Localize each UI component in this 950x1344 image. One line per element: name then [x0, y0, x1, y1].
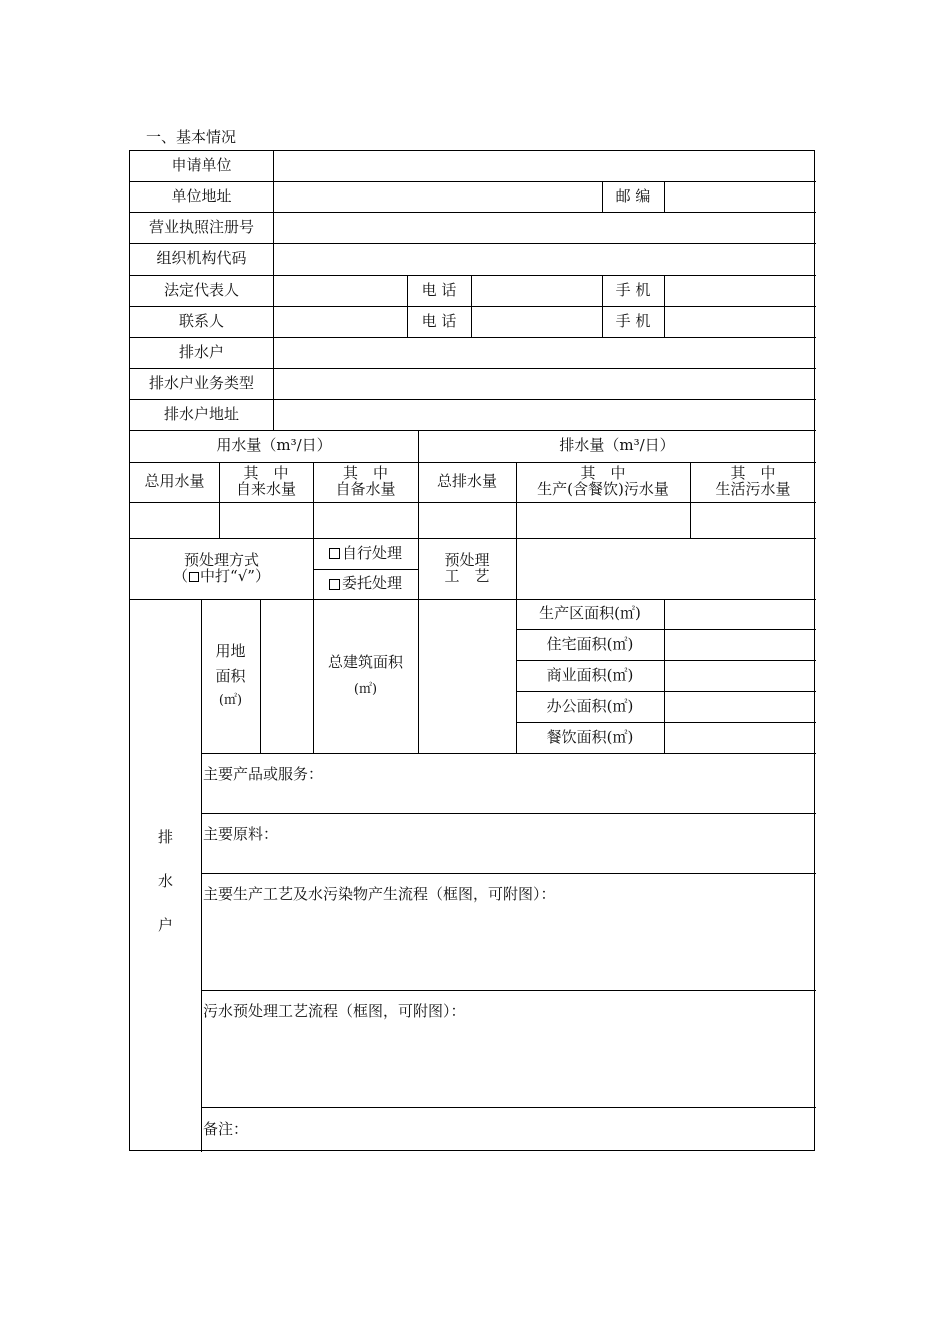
label-residential-area: 住宅面积(㎡) — [546, 634, 634, 653]
postcode-input[interactable] — [665, 182, 816, 212]
tap-water-text: 自来水量 — [235, 480, 296, 498]
self-water-input[interactable] — [314, 503, 418, 538]
total-building-area-input[interactable] — [419, 600, 516, 753]
label-legal-rep-mobile: 手 机 — [615, 280, 651, 299]
total-usage-input[interactable] — [130, 503, 219, 538]
main-products-input[interactable] — [202, 754, 816, 813]
label-postcode: 邮 编 — [615, 186, 651, 205]
label-discharger-address: 排水户地址 — [163, 404, 239, 423]
legal-rep-mobile-input[interactable] — [665, 276, 816, 306]
label-total-building-area — [313, 599, 418, 753]
label-contact-phone: 电 话 — [421, 311, 457, 330]
legal-rep-phone-input[interactable] — [472, 276, 602, 306]
label-main-products: 主要产品或服务： — [203, 765, 324, 783]
label-tap-water — [219, 462, 313, 502]
license-no-input[interactable] — [274, 213, 816, 243]
label-total-usage: 总用水量 — [144, 472, 205, 491]
label-production-area: 生产区面积(㎡) — [539, 604, 641, 623]
of-which-text: 其 中 — [730, 464, 776, 483]
self-water-text: 自备水量 — [335, 480, 396, 498]
label-unit-address: 单位地址 — [171, 186, 232, 205]
label-contact-mobile: 手 机 — [615, 311, 651, 330]
land-area-text-1: 用地 — [215, 642, 246, 661]
label-pretreatment-method — [130, 538, 313, 599]
commercial-area-input[interactable] — [665, 661, 816, 691]
dining-area-input[interactable] — [665, 723, 816, 753]
unit-address-input[interactable] — [274, 182, 602, 212]
label-pretreatment-process — [418, 538, 516, 599]
label-production-process: 主要生产工艺及水污染物产生流程（框图，可附图）： — [203, 885, 556, 903]
total-building-area-unit: (㎡) — [353, 682, 378, 698]
of-which-text: 其 中 — [342, 464, 388, 483]
org-code-input[interactable] — [274, 244, 816, 275]
label-land-area — [201, 641, 260, 711]
label-contact: 联系人 — [178, 311, 224, 330]
of-which-text: 其 中 — [243, 464, 289, 483]
label-applicant: 申请单位 — [171, 156, 232, 175]
entrust-treat-checkbox[interactable] — [329, 579, 340, 590]
label-dining-area: 餐饮面积(㎡) — [546, 727, 634, 746]
domestic-sewage-input[interactable] — [691, 503, 816, 538]
label-license-no: 营业执照注册号 — [148, 217, 254, 236]
applicant-input[interactable] — [274, 151, 816, 181]
label-production-sewage — [516, 462, 690, 502]
pretreatment-process-text-2: 工 艺 — [444, 566, 490, 585]
label-org-code: 组织机构代码 — [156, 249, 247, 268]
self-treat-option[interactable] — [313, 538, 418, 569]
label-commercial-area: 商业面积(㎡) — [546, 665, 634, 684]
entrust-treat-label: 委托处理 — [341, 574, 402, 593]
domestic-sewage-text: 生活污水量 — [715, 480, 791, 498]
production-process-input[interactable] — [202, 874, 816, 990]
sewage-process-input[interactable] — [202, 991, 816, 1107]
label-domestic-sewage — [690, 462, 816, 502]
label-raw-materials: 主要原料： — [203, 825, 279, 843]
land-area-text-2: 面积 — [215, 667, 246, 686]
of-which-text: 其 中 — [580, 464, 626, 483]
total-discharge-input[interactable] — [419, 503, 516, 538]
side-label-char-2: 水 — [157, 872, 173, 890]
contact-input[interactable] — [274, 307, 407, 337]
production-sewage-input[interactable] — [517, 503, 690, 538]
tap-water-input[interactable] — [220, 503, 313, 538]
water-discharge-header: 排水量（m³/日） — [559, 436, 675, 455]
label-office-area: 办公面积(㎡) — [546, 696, 634, 715]
pretreatment-method-text: 预处理方式 — [183, 550, 259, 569]
pretreatment-process-input[interactable] — [517, 539, 816, 599]
pretreatment-hint: （ 中打“√”） — [173, 566, 270, 585]
basic-info-form — [129, 150, 815, 1151]
self-treat-checkbox[interactable] — [329, 548, 340, 559]
discharger-address-input[interactable] — [274, 400, 816, 430]
discharger-input[interactable] — [274, 338, 816, 368]
residential-area-input[interactable] — [665, 630, 816, 660]
remarks-input[interactable] — [202, 1108, 816, 1150]
label-legal-rep: 法定代表人 — [163, 280, 239, 299]
business-type-input[interactable] — [274, 369, 816, 399]
pretreatment-process-text-1: 预处理 — [444, 550, 490, 569]
land-area-unit: (㎡) — [218, 692, 243, 708]
label-legal-rep-phone: 电 话 — [421, 280, 457, 299]
label-self-water — [313, 462, 418, 502]
label-business-type: 排水户业务类型 — [148, 373, 254, 392]
water-usage-header: 用水量（m³/日） — [216, 436, 332, 455]
production-area-input[interactable] — [665, 600, 816, 629]
label-sewage-process: 污水预处理工艺流程（框图，可附图）： — [203, 1002, 466, 1020]
label-total-discharge: 总排水量 — [436, 472, 497, 491]
discharger-side-label — [130, 826, 201, 935]
side-label-char-1: 排 — [157, 828, 173, 846]
side-label-char-3: 户 — [157, 916, 173, 934]
self-treat-label: 自行处理 — [341, 543, 402, 562]
label-discharger: 排水户 — [178, 342, 224, 361]
contact-mobile-input[interactable] — [665, 307, 816, 337]
land-area-input[interactable] — [261, 600, 313, 753]
total-building-area-text: 总建筑面积 — [327, 653, 403, 672]
office-area-input[interactable] — [665, 692, 816, 722]
entrust-treat-option[interactable] — [313, 569, 418, 599]
checkbox-hint-icon — [189, 572, 199, 582]
legal-rep-input[interactable] — [274, 276, 407, 306]
production-sewage-text: 生产(含餐饮)污水量 — [537, 480, 669, 498]
section-title: 一、基本情况 — [146, 128, 237, 146]
raw-materials-input[interactable] — [202, 814, 816, 873]
contact-phone-input[interactable] — [472, 307, 602, 337]
label-remarks: 备注： — [203, 1120, 249, 1138]
